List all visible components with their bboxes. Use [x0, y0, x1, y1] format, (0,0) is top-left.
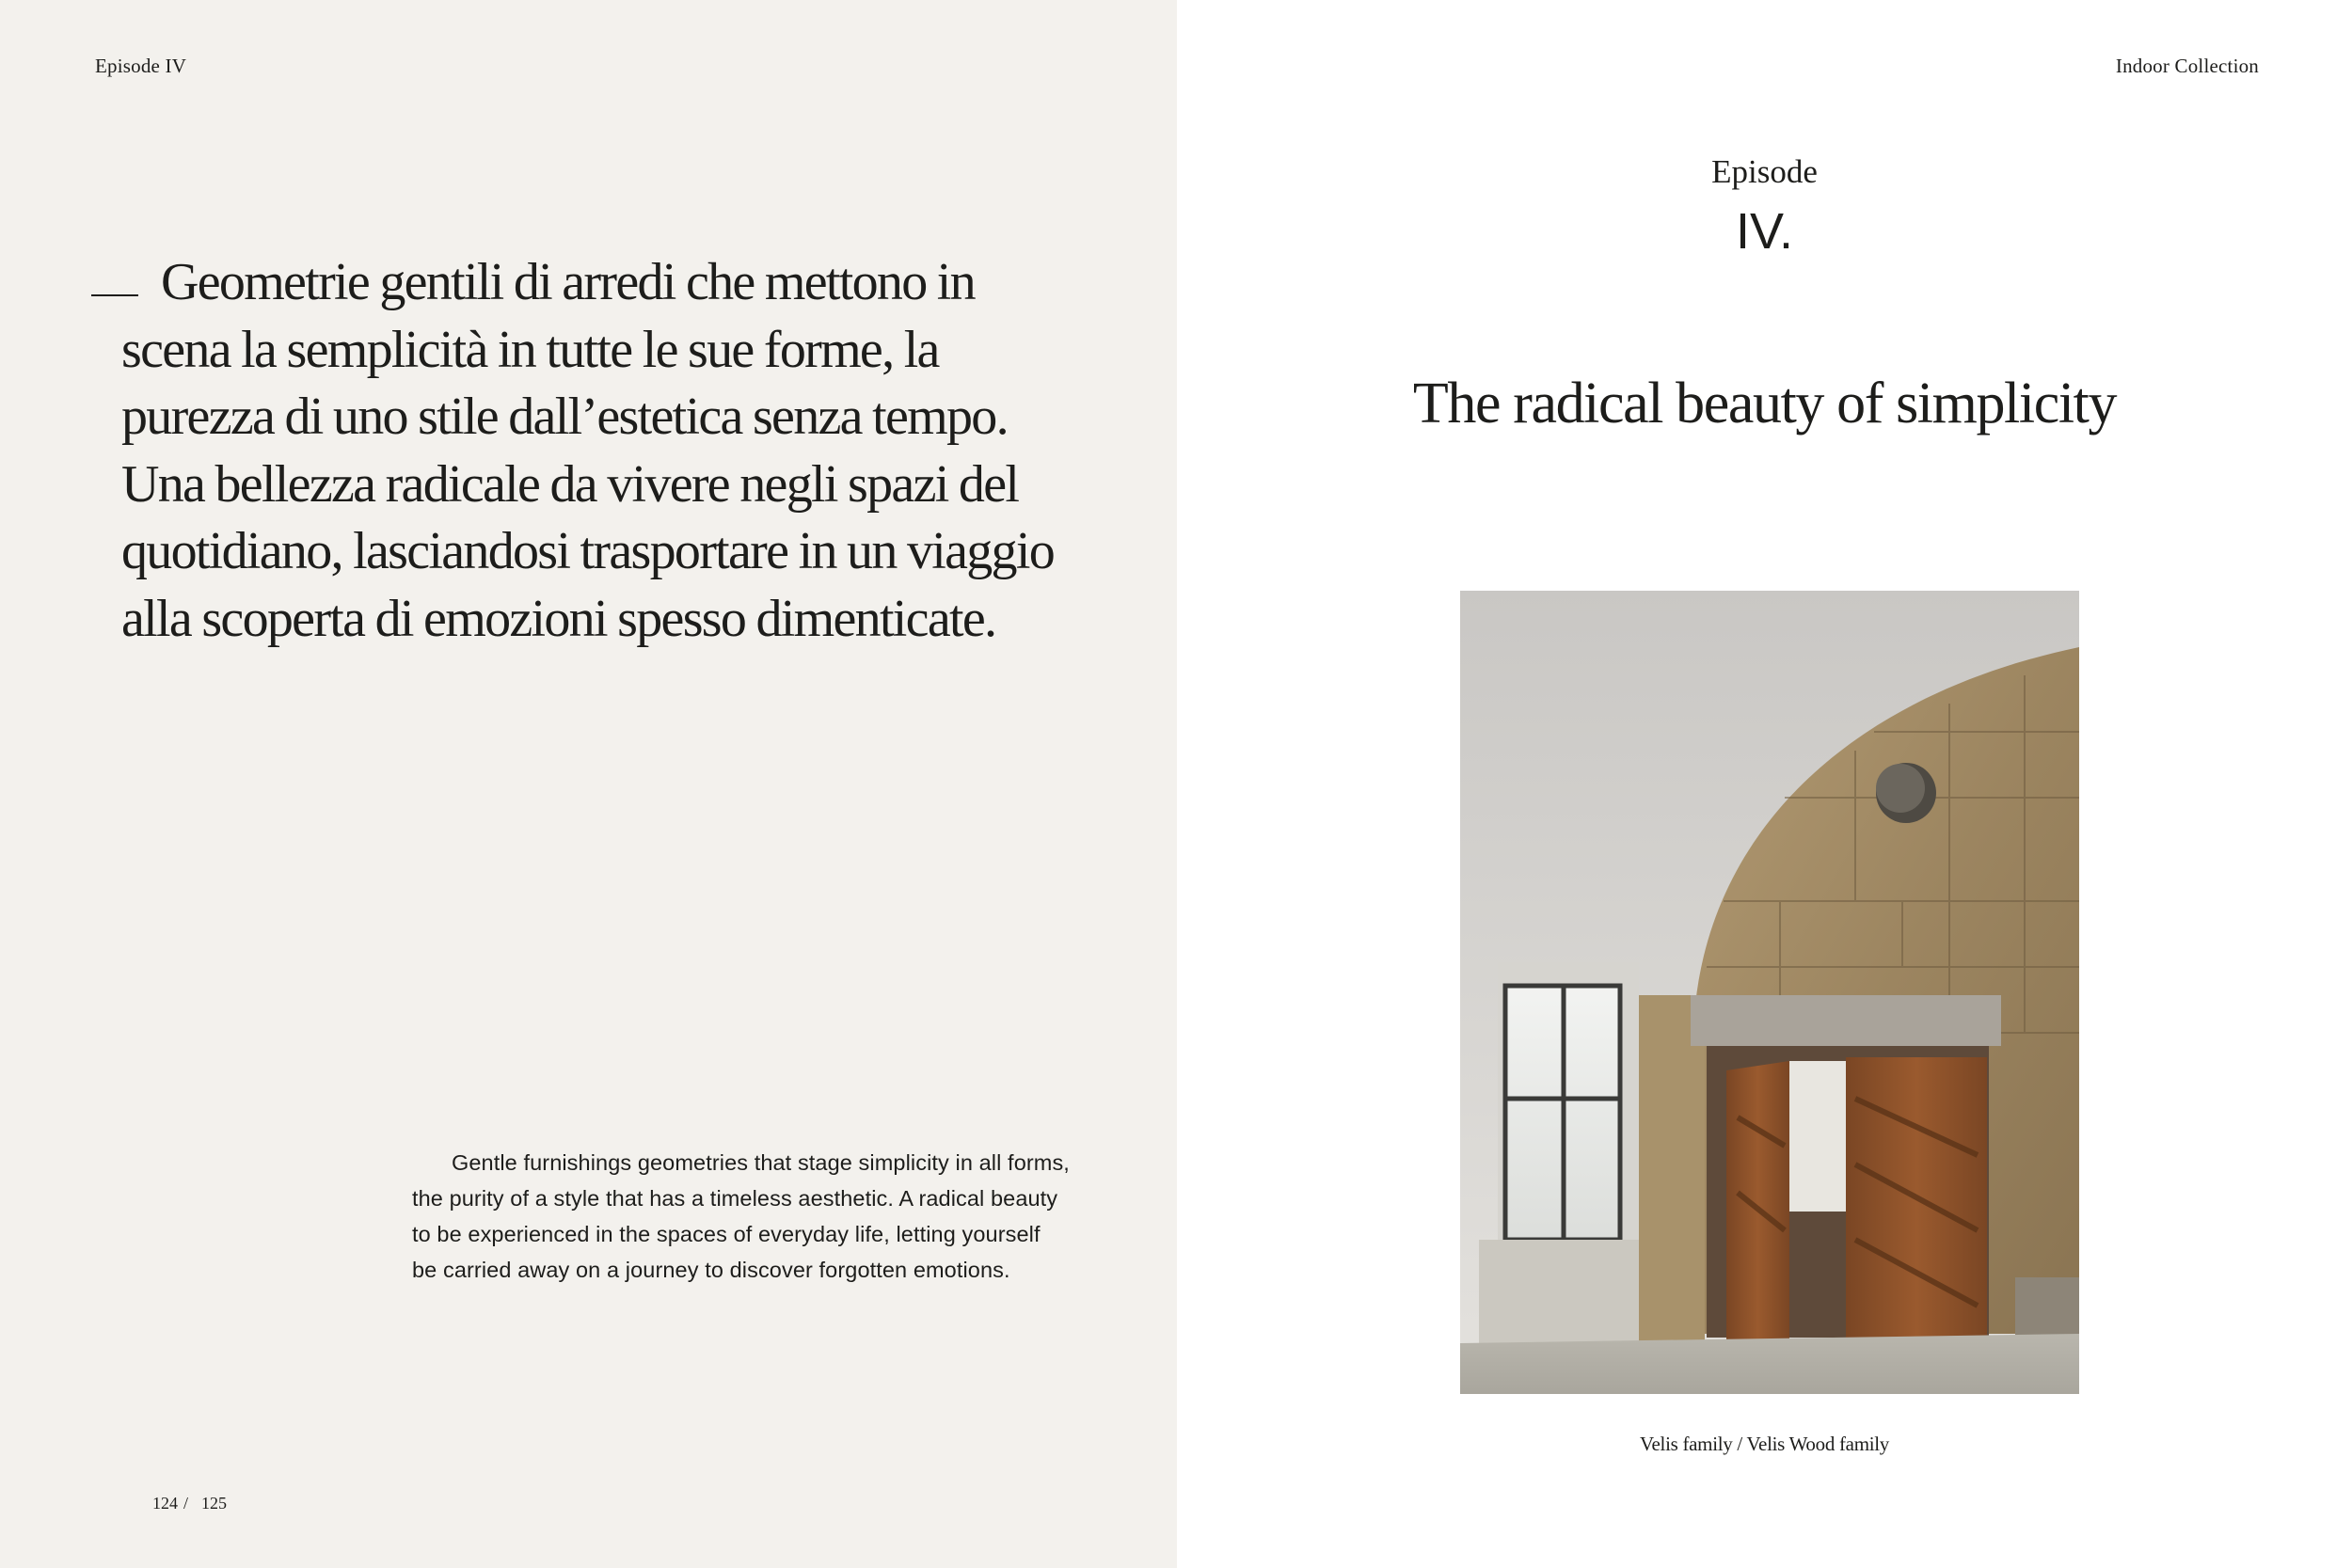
page-numbers — [152, 1494, 227, 1513]
page-number-right: 125 — [201, 1494, 228, 1513]
page-number-separator: / — [183, 1494, 189, 1513]
italian-intro-text: Geometrie gentili di arredi che mettono in scena la semplicità in tutte le sue forme, la purezza di uno stile dall’estetica senza tempo. Una bellezza radicale da vivere negli spazi del quotidiano, lasciandosi trasportare in un viaggio alla scoperta di emozioni spesso dimenticate. — [121, 253, 1055, 648]
running-head-right: Indoor Collection — [2115, 55, 2259, 77]
right-page — [1177, 0, 2352, 1568]
italian-intro — [91, 249, 1089, 653]
english-body-text: Gentle furnishings geometries that stage simplicity in all forms, the purity of a style that has a timeless aesthetic. A radical beauty to be experienced in the spaces of everyday life, letting yourself be carried away on a journey to discover forgotten emotions. — [412, 1150, 1070, 1282]
page-number-left: 124 — [152, 1494, 178, 1513]
intro-dash — [91, 294, 138, 296]
running-head-left: Episode IV — [95, 55, 187, 77]
interior-photo — [1460, 591, 2079, 1394]
headline: The radical beauty of simplicity — [1412, 372, 2117, 436]
episode-label: Episode — [1711, 153, 1818, 190]
photo-caption: Velis family / Velis Wood family — [1640, 1433, 1889, 1455]
episode-number: IV. — [1735, 203, 1794, 260]
